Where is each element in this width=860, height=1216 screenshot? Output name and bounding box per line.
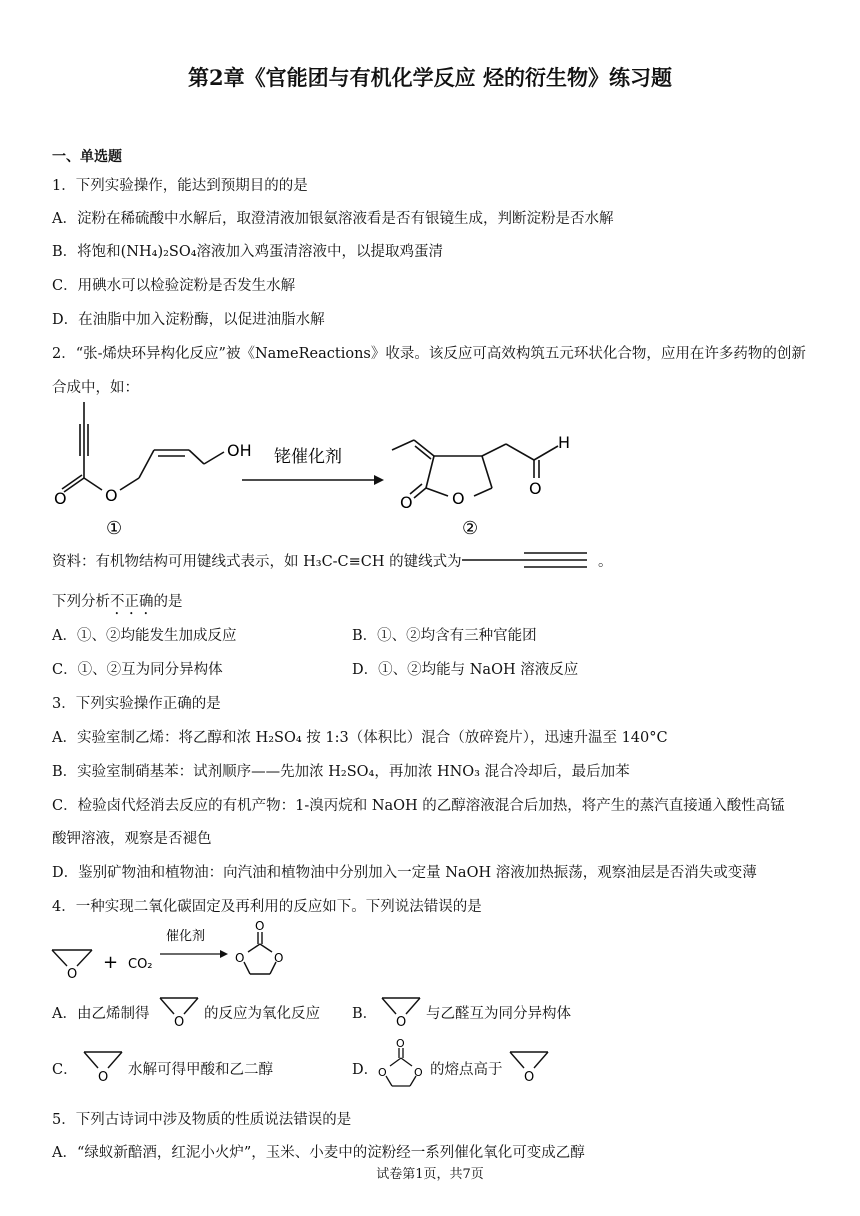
svg-text:O: O [524, 1070, 535, 1084]
q2-question [52, 590, 183, 618]
molecule-1-structure [62, 402, 224, 492]
q4-option-b-pre: B． [352, 1006, 378, 1022]
q4-option-a-post: 的反应为氧化反应 [204, 1006, 320, 1022]
svg-text:O: O [378, 1066, 387, 1079]
q4-reaction-scheme [48, 918, 338, 984]
q2-option-a: A．①、②均能发生加成反应 [52, 628, 237, 644]
q1-option-d: D．在油脂中加入淀粉酶，以促进油脂水解 [52, 312, 325, 328]
molecule-1-ester-o: O [105, 486, 118, 505]
svg-text:O: O [396, 1037, 405, 1050]
q4-option-c-pre: C． [52, 1062, 78, 1078]
q4-option-d-mid: 的熔点高于 [430, 1062, 503, 1078]
q5-option-a: A．“绿蚁新醅酒，红泥小火炉”，玉米、小麦中的淀粉经一系列催化氧化可变成乙醇 [52, 1145, 585, 1161]
q2-option-c: C．①、②互为同分异构体 [52, 662, 223, 678]
q5-stem: 5．下列古诗词中涉及物质的性质说法错误的是 [52, 1112, 352, 1128]
q2-info-text: 资料：有机物结构可用键线式表示，如 H₃C-C≡CH 的键线式为 [52, 554, 462, 570]
molecule-1-label: ① [106, 518, 123, 539]
epoxide-structure [52, 950, 92, 966]
svg-text:O: O [396, 1015, 407, 1028]
q3-option-d: D．鉴别矿物油和植物油：向汽油和植物油中分别加入一定量 NaOH 溶液加热振荡，观察油层是否消失或变薄 [52, 865, 757, 881]
molecule-2-label: ② [462, 518, 479, 539]
q4-catalyst-label: 催化剂 [166, 929, 206, 944]
q4-stem: 4．一种实现二氧化碳固定及再利用的反应如下。下列说法错误的是 [52, 899, 482, 915]
q3-option-c-line2: 酸钾溶液，观察是否褪色 [52, 831, 212, 847]
molecule-1-carbonyl-o: O [54, 489, 67, 508]
q4-arrow-head [220, 950, 228, 958]
q2-info-end: 。 [598, 554, 613, 570]
q1-option-b: B．将饱和(NH₄)₂SO₄溶液加入鸡蛋清溶液中，以提取鸡蛋清 [52, 244, 444, 260]
q2-stem-line1: 2．“张-烯炔环异构化反应”被《NameReactions》收录。该反应可高效构筑五元环状化合物，应用在许多药物的创新 [52, 346, 806, 362]
reaction-arrow-head [374, 475, 384, 485]
option-d-carbonate-icon [374, 1036, 428, 1088]
co2-label: CO₂ [128, 957, 153, 972]
q2-question-pre: 下列分析 [52, 594, 110, 610]
molecule-2-aldehyde-h: H [558, 433, 571, 452]
q2-info [52, 550, 462, 571]
plus-sign: + [103, 952, 119, 973]
q4-option-d-pre: D． [352, 1062, 379, 1078]
q1-stem: 1．下列实验操作，能达到预期目的的是 [52, 178, 308, 194]
q2-stem-line2: 合成中，如： [52, 380, 139, 396]
option-d-epoxide-icon [508, 1046, 552, 1084]
q1-option-c: C．用碘水可以检验淀粉是否发生水解 [52, 278, 296, 294]
molecule-1-oh: OH [227, 441, 252, 460]
propyne-skeletal-formula [462, 545, 592, 575]
molecule-2-carbonyl-o: O [400, 493, 413, 512]
page-footer: 试卷第1页，共7页 [376, 1167, 484, 1182]
epoxide-o: O [67, 967, 78, 982]
section-heading: 一、单选题 [52, 149, 122, 165]
q4-option-b-post: 与乙醛互为同分异构体 [426, 1006, 571, 1022]
cyclic-carbonate-structure [244, 932, 276, 974]
svg-text:O: O [98, 1070, 109, 1084]
option-c-epoxide-icon [82, 1046, 126, 1084]
q2-reaction-scheme [44, 398, 604, 540]
option-b-epoxide-icon [380, 992, 424, 1028]
svg-text:O: O [174, 1015, 185, 1028]
molecule-2-ring-o: O [452, 489, 465, 508]
q3-option-c-line1: C．检验卤代烃消去反应的有机产物：1-溴丙烷和 NaOH 的乙醇溶液混合后加热，将产生的蒸汽直接通入酸性高锰 [52, 798, 785, 814]
q2-question-emphasis: 不正确 [110, 594, 154, 610]
q2-option-d: D．①、②均能与 NaOH 溶液反应 [352, 662, 579, 678]
q3-stem: 3．下列实验操作正确的是 [52, 696, 221, 712]
carbonate-ring-o-left: O [235, 951, 245, 965]
carbonate-ring-o-right: O [274, 951, 284, 965]
carbonate-carbonyl-o: O [255, 919, 265, 933]
option-a-epoxide-icon [158, 992, 202, 1028]
q1-option-a: A．淀粉在稀硫酸中水解后，取澄清液加银氨溶液看是否有银镜生成，判断淀粉是否水解 [52, 211, 614, 227]
q4-option-c-post: 水解可得甲酸和乙二醇 [128, 1062, 273, 1078]
page-title: 第2章《官能团与有机化学反应 烃的衍生物》练习题 [188, 65, 672, 90]
molecule-2-aldehyde-o: O [529, 479, 542, 498]
q2-option-b: B．①、②均含有三种官能团 [352, 628, 537, 644]
q3-option-a: A．实验室制乙烯：将乙醇和浓 H₂SO₄ 按 1:3（体积比）混合（放碎瓷片），迅速升温至 140°C [52, 730, 668, 746]
q2-catalyst-label: 铑催化剂 [274, 447, 342, 467]
q4-option-a-pre: A．由乙烯制得 [52, 1006, 150, 1022]
q3-option-b: B．实验室制硝基苯：试剂顺序——先加浓 H₂SO₄，再加浓 HNO₃ 混合冷却后，最后加苯 [52, 764, 630, 780]
q2-question-post: 的是 [153, 594, 183, 610]
svg-text:O: O [414, 1066, 423, 1079]
